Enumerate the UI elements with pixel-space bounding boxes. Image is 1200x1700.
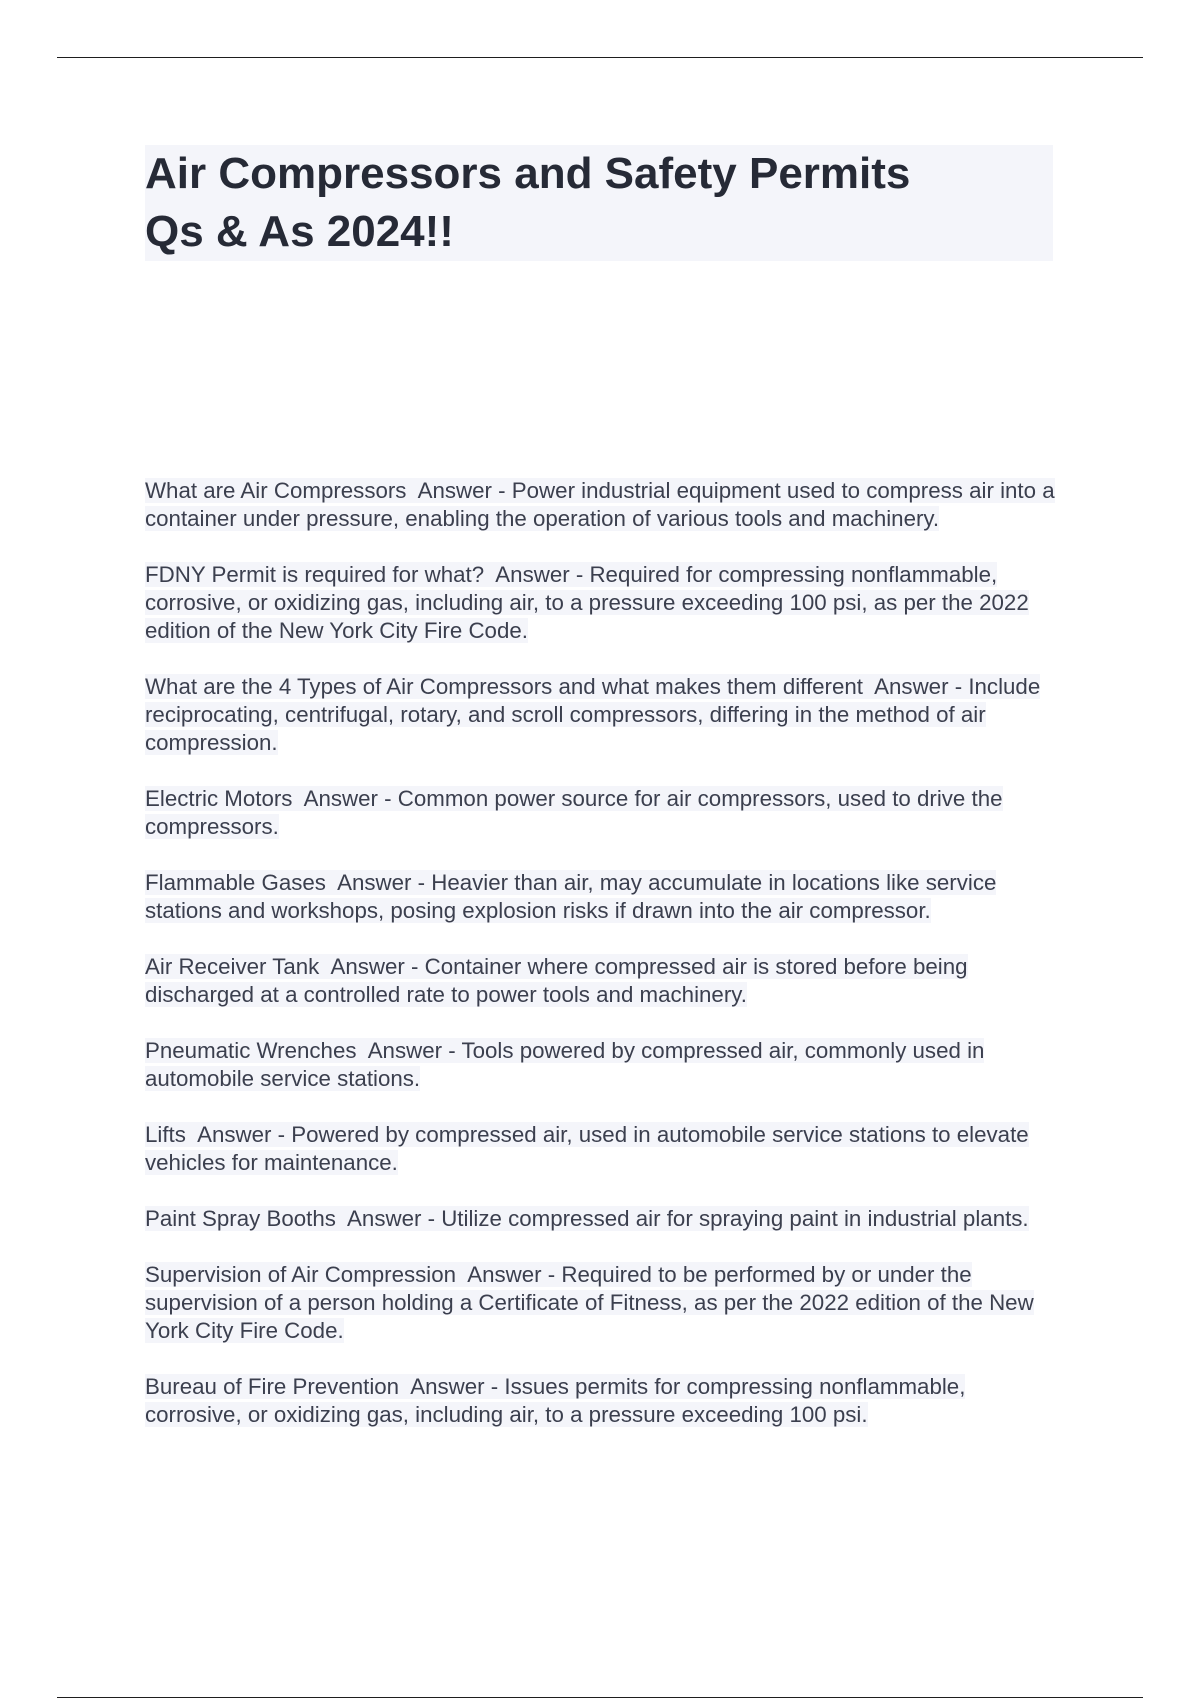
qa-question: Lifts [145, 1122, 186, 1147]
bottom-rule [57, 1697, 1143, 1698]
qa-question: FDNY Permit is required for what? [145, 562, 485, 587]
qa-question: Bureau of Fire Prevention [145, 1374, 400, 1399]
document-title [145, 145, 1053, 261]
qa-item [145, 953, 1061, 1009]
title-line-2: Qs & As 2024!! [145, 207, 454, 256]
qa-item [145, 785, 1061, 841]
top-rule [57, 57, 1143, 58]
qa-item [145, 1373, 1061, 1429]
qa-question: Electric Motors [145, 786, 293, 811]
qa-answer: Answer - Power industrial equipment used to compress air into a container under pressure, enabling the operation of various tools and machinery. [145, 478, 1055, 531]
title-line-1: Air Compressors and Safety Permits [145, 149, 911, 198]
qa-answer: Answer - Required for compressing nonflammable, corrosive, or oxidizing gas, including air, to a pressure exceeding 100 psi, as per the 2022 edition of the New York City Fire Code. [145, 562, 1029, 643]
qa-answer: Answer - Heavier than air, may accumulate in locations like service stations and workshops, posing explosion risks if drawn into the air compressor. [145, 870, 997, 923]
qa-question: Pneumatic Wrenches [145, 1038, 357, 1063]
qa-question: Paint Spray Booths [145, 1206, 336, 1231]
qa-item [145, 1121, 1061, 1177]
qa-list [145, 477, 1061, 1457]
qa-question: Supervision of Air Compression [145, 1262, 457, 1287]
qa-question: Air Receiver Tank [145, 954, 320, 979]
qa-item [145, 673, 1061, 757]
qa-question: Flammable Gases [145, 870, 326, 895]
qa-question: What are Air Compressors [145, 478, 407, 503]
qa-item [145, 1037, 1061, 1093]
qa-item [145, 1261, 1061, 1345]
qa-answer: Answer - Utilize compressed air for spraying paint in industrial plants. [347, 1206, 1029, 1231]
qa-question: What are the 4 Types of Air Compressors and what makes them different [145, 674, 863, 699]
qa-item [145, 1205, 1061, 1233]
qa-answer: Answer - Powered by compressed air, used in automobile service stations to elevate vehicles for maintenance. [145, 1122, 1029, 1175]
qa-answer: Answer - Include reciprocating, centrifugal, rotary, and scroll compressors, differing in the method of air compression. [145, 674, 1041, 755]
qa-answer: Answer - Required to be performed by or under the supervision of a person holding a Certificate of Fitness, as per the 2022 edition of the New York City Fire Code. [145, 1262, 1034, 1343]
qa-item [145, 561, 1061, 645]
qa-answer: Answer - Container where compressed air is stored before being discharged at a controlled rate to power tools and machinery. [145, 954, 968, 1007]
qa-answer: Answer - Issues permits for compressing nonflammable, corrosive, or oxidizing gas, including air, to a pressure exceeding 100 psi. [145, 1374, 966, 1427]
qa-item [145, 869, 1061, 925]
qa-answer: Answer - Common power source for air compressors, used to drive the compressors. [145, 786, 1003, 839]
qa-item [145, 477, 1061, 533]
qa-answer: Answer - Tools powered by compressed air, commonly used in automobile service stations. [145, 1038, 985, 1091]
